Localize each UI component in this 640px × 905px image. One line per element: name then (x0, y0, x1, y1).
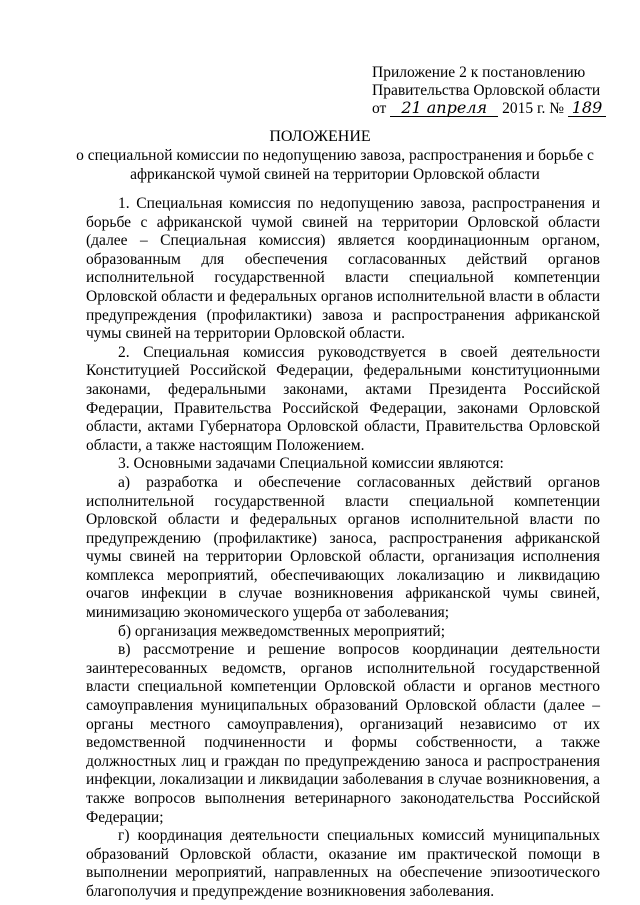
handwritten-number: 189 (568, 100, 606, 117)
document-body (86, 195, 600, 902)
paragraph-2: 2. Специальная комиссия руководствуется в своей деятельности Конституцией Российской Федерации, федеральными конституционными законами, федеральными законами, актами Президента Российской Федерации, Правительства Российской Федерации, законами Орловской области, актами Губернатора Орловской области, Правительства Орловской области, а также настоящим Положением. (86, 343, 600, 454)
paragraph-1: 1. Специальная комиссия по недопущению завоза, распространения и борьбе с африканской чумой свиней на территории Орловской области (далее – Специальная комиссия) является координационным органом, образованным для обеспечения согласованных действий органов исполнительной государственной власти специальной компетенции Орловской области и федеральных органов исполнительной власти в области предупреждения (профилактики) завоза и распространения африканской чумы свиней на территории Орловской области. (86, 195, 600, 343)
from-label: от (372, 100, 387, 117)
document-subtitle: о специальной комиссии по недопущению завоза, распространения и борьбе с африканской чумой свиней на территории Орловской области (76, 147, 594, 183)
paragraph-3a: а) разработка и обеспечение согласованных действий органов исполнительной государственной власти специальной компетенции Орловской области и федеральных органов исполнительной власти по предупреждению (профилактике) заноса, распространения африканской чумы свиней на территории Орловской области, организация исполнения комплекса мероприятий, обеспечивающих локализацию и ликвидацию очагов инфекции в случае возникновения африканской чумы свиней, минимизацию экономического ущерба от заболевания; (86, 473, 600, 622)
paragraph-3v: в) рассмотрение и решение вопросов координации деятельности заинтересованных ведомств, органов исполнительной государственной власти специальной компетенции Орловской области и органов местного самоуправления муниципальных образований Орловской области (далее – органы местного самоуправления), организаций независимо от их ведомственной подчиненности и формы собственности, а также должностных лиц и граждан по предупреждению заноса и распространения инфекции, локализации и ликвидации заболевания в случае возникновения, а также вопросов выполнения ветеринарного законодательства Российской Федерации; (86, 641, 600, 826)
paragraph-3: 3. Основными задачами Специальной комиссии являются: (118, 455, 504, 473)
appendix-line-1: Приложение 2 к постановлению (372, 64, 586, 81)
paragraph-3b: б) организация межведомственных мероприятий; (118, 622, 446, 640)
paragraph-3g: г) координация деятельности специальных комиссий муниципальных образований Орловской области, оказание им практической помощи в выполнении мероприятий, направленных на обеспечение эпизоотического благополучия и предупреждение возникновения заболевания. (86, 827, 600, 900)
year-label: 2015 г. № (502, 100, 565, 117)
appendix-line-2: Правительства Орловской области (372, 82, 601, 99)
appendix-date-line (372, 100, 606, 118)
document-title: ПОЛОЖЕНИЕ (269, 128, 371, 145)
appendix-block (372, 64, 606, 118)
handwritten-date: 21 апреля (390, 100, 498, 117)
